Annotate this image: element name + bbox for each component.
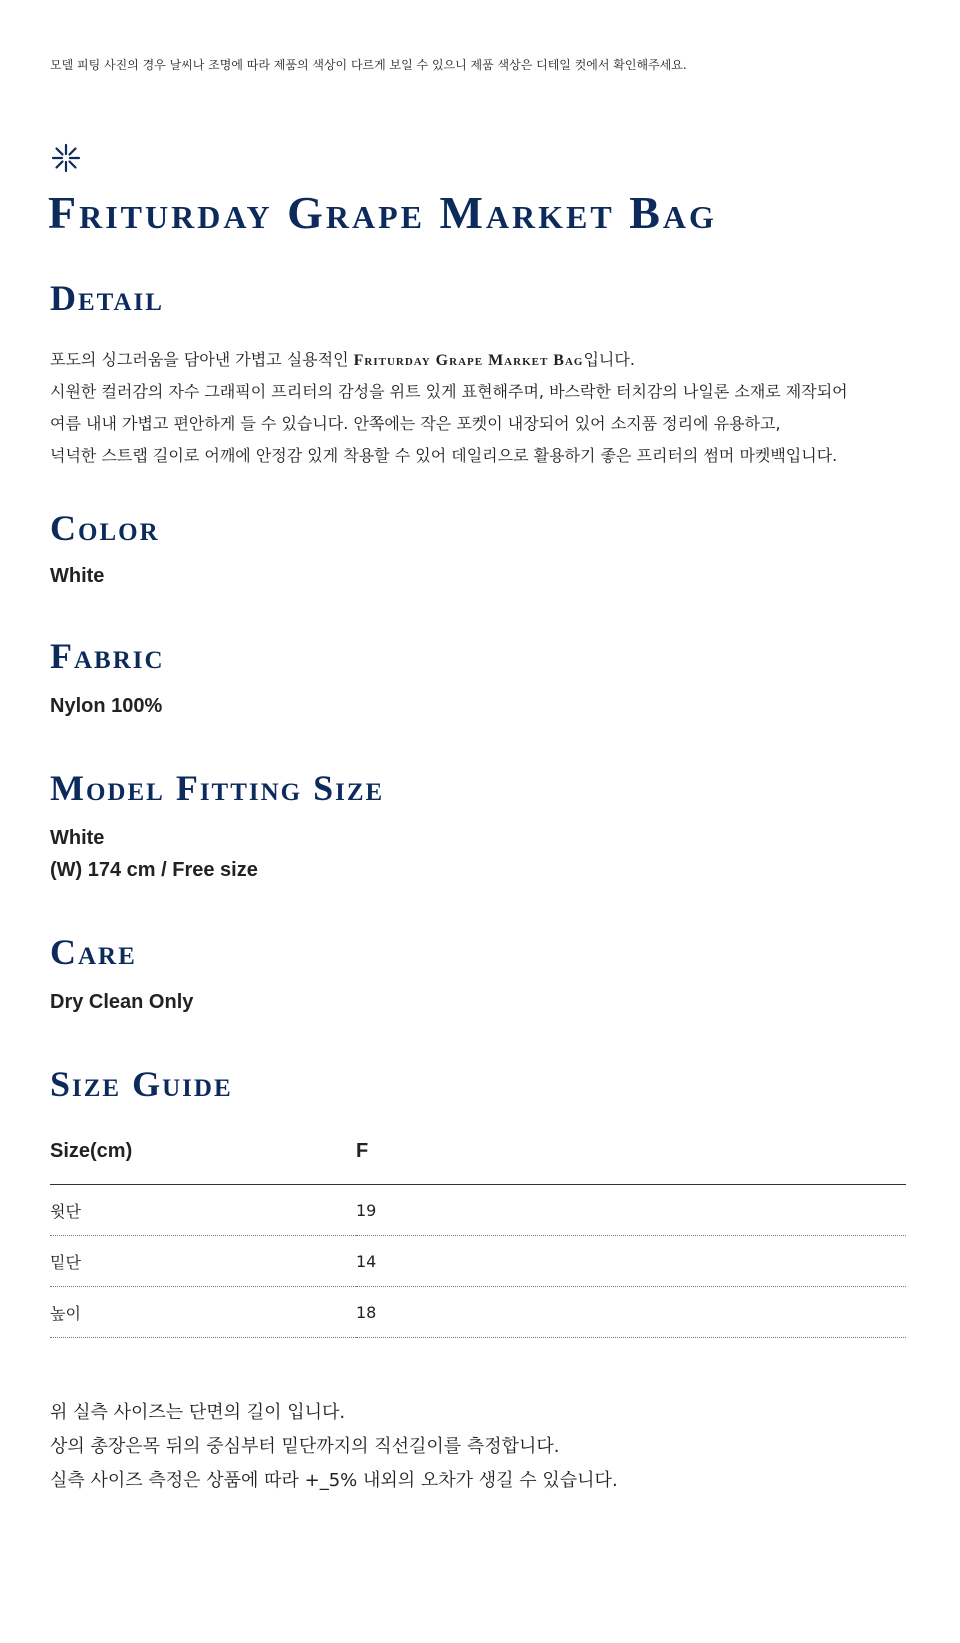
description-line: 넉넉한 스트랩 길이로 어깨에 안정감 있게 착용할 수 있어 데일리으로 활용하기 좋은 프리터의 썸머 마켓백입니다.	[50, 446, 838, 465]
product-title: Friturday Grape Market Bag	[48, 187, 717, 238]
note-line: 실측 사이즈 측정은 상품에 따라 +_5% 내외의 오차가 생길 수 있습니다.	[50, 1470, 618, 1491]
model-color-value: White	[50, 827, 105, 849]
size-guide-heading: Size Guide	[50, 1064, 233, 1104]
table-row	[50, 1287, 906, 1338]
measurement-label: 높이	[50, 1287, 356, 1338]
note-line: 위 실측 사이즈는 단면의 길이 입니다.	[50, 1402, 346, 1423]
size-notes	[50, 1400, 618, 1502]
table-row	[50, 1185, 906, 1236]
model-size-value: (W) 174 cm / Free size	[50, 859, 258, 881]
color-value: White	[50, 565, 105, 587]
measurement-label: 밑단	[50, 1236, 356, 1287]
size-column-header: Size(cm)	[50, 1140, 356, 1185]
free-size-column-header: F	[356, 1140, 906, 1185]
detail-description	[50, 348, 848, 476]
model-fitting-heading: Model Fitting Size	[50, 768, 385, 808]
care-value: Dry Clean Only	[50, 991, 194, 1013]
table-header-row	[50, 1140, 906, 1185]
table-row	[50, 1236, 906, 1287]
description-text: 포도의 싱그러움을 담아낸 가볍고 실용적인	[50, 350, 354, 369]
color-heading: Color	[50, 508, 160, 548]
description-line: 여름 내내 가볍고 편안하게 들 수 있습니다. 안쪽에는 작은 포켓이 내장되어 있어 소지품 정리에 유용하고,	[50, 414, 781, 433]
detail-heading: Detail	[50, 278, 164, 318]
fabric-value: Nylon 100%	[50, 695, 163, 717]
product-name-inline: Friturday Grape Market Bag	[353, 352, 584, 369]
measurement-value: 19	[356, 1185, 906, 1236]
fabric-heading: Fabric	[50, 636, 165, 676]
measurement-label: 윗단	[50, 1185, 356, 1236]
measurement-value: 18	[356, 1287, 906, 1338]
note-line: 상의 총장은목 뒤의 중심부터 밑단까지의 직선길이를 측정합니다.	[50, 1436, 560, 1457]
size-guide-table	[50, 1140, 906, 1338]
color-notice: 모델 피팅 사진의 경우 날씨나 조명에 따라 제품의 색상이 다르게 보일 수 있으니 제품 색상은 디테일 컷에서 확인해주세요.	[50, 58, 687, 72]
asterisk-star-icon	[50, 142, 82, 174]
description-line	[50, 348, 848, 380]
measurement-value: 14	[356, 1236, 906, 1287]
description-line: 시원한 컬러감의 자수 그래픽이 프리터의 감성을 위트 있게 표현해주며, 바스락한 터치감의 나일론 소재로 제작되어	[50, 382, 848, 401]
description-text: 입니다.	[583, 350, 635, 369]
care-heading: Care	[50, 932, 137, 972]
